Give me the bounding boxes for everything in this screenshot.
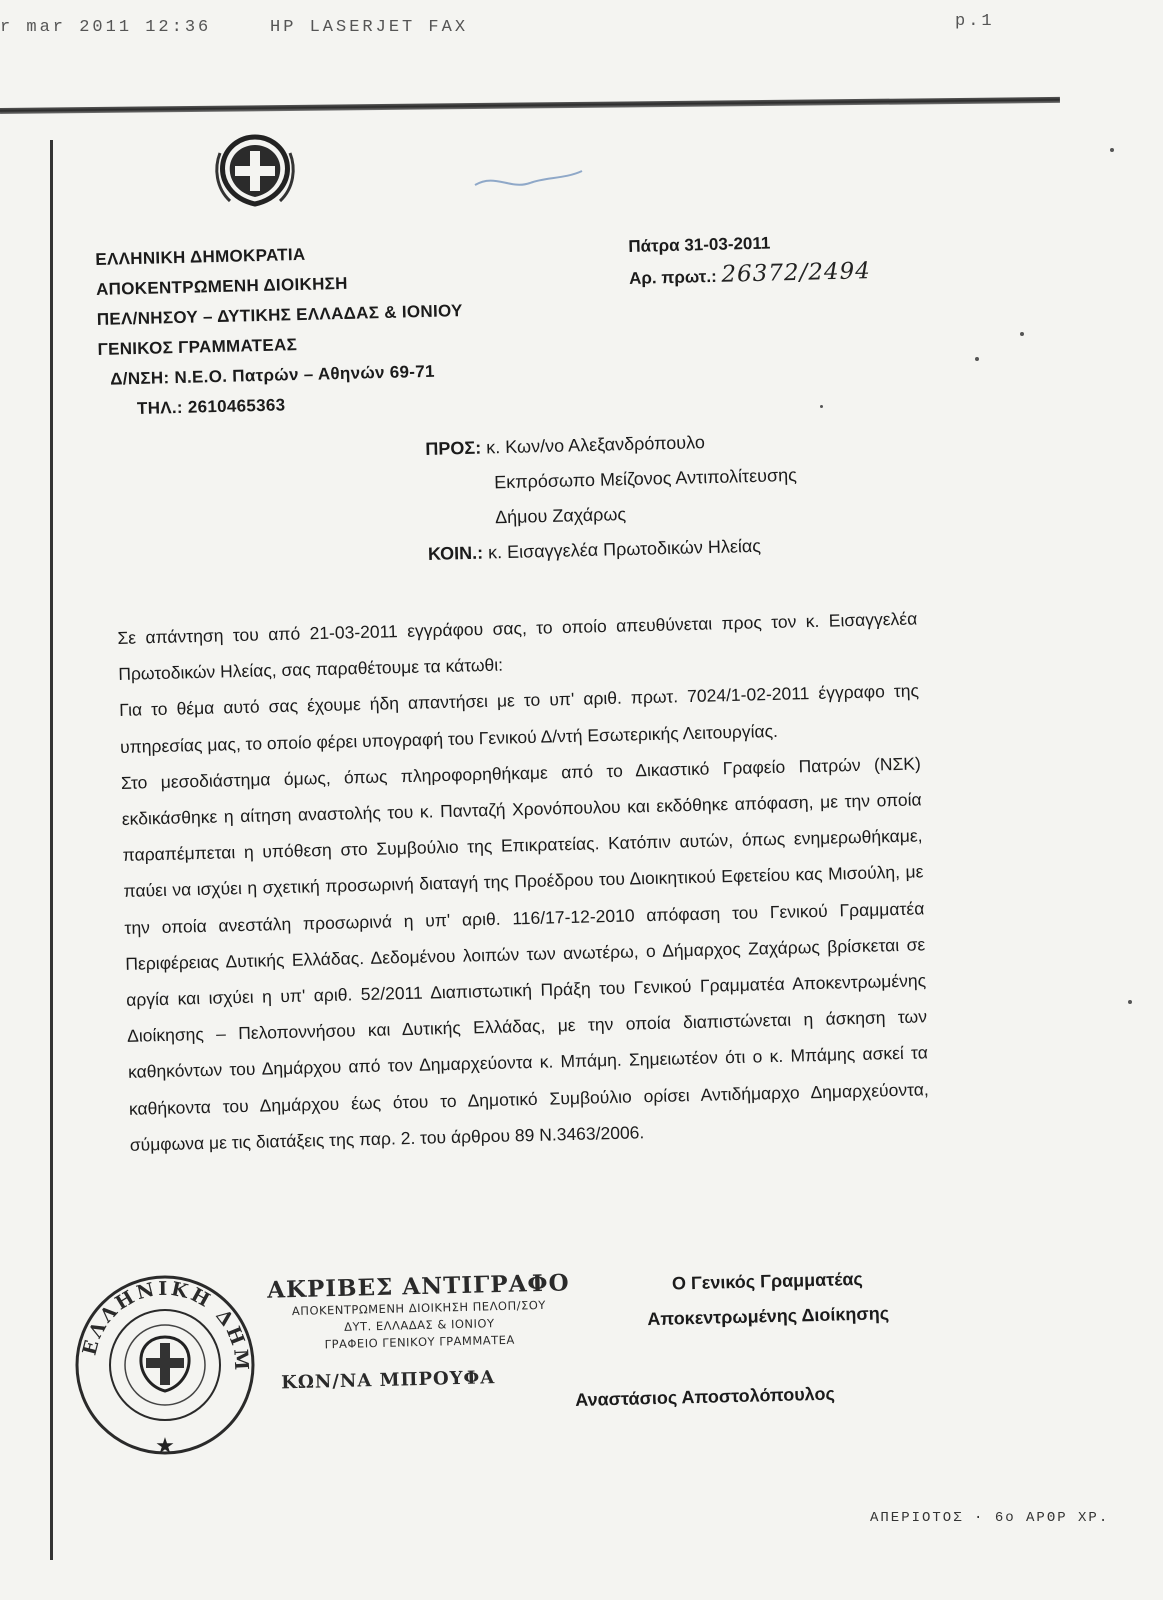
fax-page-number: p.1 (955, 12, 995, 31)
greek-state-emblem (210, 133, 300, 213)
protocol-label: Αρ. πρωτ.: (628, 266, 717, 288)
fax-header (0, 10, 1163, 40)
signatory-title: Ο Γενικός Γραμματέας (671, 1268, 864, 1294)
signatory-office: Αποκεντρωμένης Διοίκησης (647, 1303, 890, 1330)
protocol-number: 26372/2494 (721, 258, 872, 288)
body-paragraph: Στο μεσοδιάστημα όμως, όπως πληροφορηθήκαμε από το Δικαστικό Γραφείο Πατρών (ΝΣΚ) εκδικάσθηκε η αίτηση αναστολής του κ. Πανταζή Χρονόπουλου και εκδόθηκε απόφαση, με την οποία παραπέμπεται η υπόθεση στο Συμβούλιο της Επικρατείας. Κατόπιν αυτών, όπως ενημερωθήκαμε, παύει να ισχύει η σχετική προσωρινή διαταγή της Προέδρου του Διοικητικού Εφετείου κας Μισούλη, με την οποία ανεστάλη προσωρινά η υπ' αριθ. 116/17-12-2010 απόφαση του Γενικού Γραμματέα Περιφέρειας Δυτικής Ελλάδας. Δεδομένου λοιπών των ανωτέρω, ο Δήμαρχος Ζαχάρως βρίσκεται σε αργία και ισχύει η υπ' αριθ. 52/2011 Διαπιστωτική Πράξη του Γενικού Γραμματέα Αποκεντρωμένης Διοίκησης – Πελοποννήσου και Δυτικής Ελλάδας, με την οποία διαπιστώνεται η άσκηση των καθηκόντων του Δημάρχου από τον Δημαρχεύοντα κ. Μπάμη. Σημειωτέον ότι ο κ. Μπάμης ασκεί τα καθήκοντα του Δημάρχου έως ότου το Δημοτικό Συμβούλιο ορίσει Αντιδήμαρχο Δημαρχεύοντα, σύμφωνα με τις διατάξεις της παρ. 2. του άρθρου 89 Ν.3463/2006. (120, 753, 929, 1155)
recipient-role: Εκπρόσωπο Μείζονος Αντιπολίτευσης (494, 464, 798, 493)
signatory-name: Αναστάσιος Αποστολόπουλος (575, 1383, 836, 1410)
date-protocol-block (628, 226, 871, 294)
sender-block (95, 236, 465, 425)
copy-stamp-title: ΑΚΡΙΒΕΣ ΑΝΤΙΓΡΑΦΟ (266, 1269, 570, 1304)
seal-icon (70, 1265, 260, 1465)
sender-line: ΑΠΟΚΕΝΤΡΩΜΕΝΗ ΔΙΟΙΚΗΣΗ (95, 273, 348, 299)
emblem-icon (210, 133, 300, 208)
body-paragraph: Για το θέμα αυτό σας έχουμε ήδη απαντήσει με το υπ' αριθ. πρωτ. 7024/1-02-2011 έγγραφο της υπηρεσίας μας, το οποίο φέρει υπογραφή του Γενικού Δ/ντή Εσωτερικής Λειτουργίας. (118, 680, 920, 757)
scan-speck (1110, 148, 1114, 152)
signatory-block (612, 1260, 924, 1338)
cc-label: ΚΟΙΝ.: (427, 542, 484, 564)
certified-copy-stamp (261, 1269, 579, 1394)
official-seal (70, 1265, 260, 1470)
scan-speck (1128, 1000, 1132, 1004)
sender-phone: ΤΗΛ.: 2610465363 (136, 395, 286, 419)
scan-left-border (50, 140, 53, 1560)
footer-note: ΑΠΕΡΙΟΤΟΣ · 6ο ΑΡΘΡ ΧΡ. (870, 1510, 1110, 1526)
recipient-name: κ. Κων/νο Αλεξανδρόπουλο (485, 432, 706, 458)
copy-stamp-line: ΔΥΤ. ΕΛΛΑΔΑΣ & ΙΟΝΙΟΥ (343, 1316, 495, 1334)
letter-body (117, 600, 930, 1162)
copy-stamp-signer: ΚΩΝ/ΝΑ ΜΠΡΟΥΦΑ (280, 1367, 496, 1394)
copy-stamp-line: ΑΠΟΚΕΝΤΡΩΜΕΝΗ ΔΙΟΙΚΗΣΗ ΠΕΛΟΠ/ΣΟΥ (291, 1297, 547, 1319)
scan-speck (975, 357, 979, 361)
sender-line: ΕΛΛΗΝΙΚΗ ΔΗΜΟΚΡΑΤΙΑ (95, 244, 306, 269)
copy-stamp-line: ΓΡΑΦΕΙΟ ΓΕΝΙΚΟΥ ΓΡΑΜΜΑΤΕΑ (324, 1332, 515, 1352)
place-date: Πάτρα 31-03-2011 (628, 233, 771, 256)
scan-speck (820, 405, 823, 408)
cc-recipient: κ. Εισαγγελέα Πρωτοδικών Ηλείας (487, 535, 762, 563)
pen-scribble (470, 165, 590, 195)
sender-line: ΓΕΝΙΚΟΣ ΓΡΑΜΜΑΤΕΑΣ (97, 335, 298, 359)
sender-address: Δ/ΝΣΗ: Ν.Ε.Ο. Πατρών – Αθηνών 69-71 (110, 361, 435, 389)
to-label: ΠΡΟΣ: (425, 437, 482, 459)
recipient-block (425, 423, 799, 572)
fax-device-name: HP LASERJET FAX (270, 18, 469, 37)
body-paragraph: Σε απάντηση του από 21-03-2011 εγγράφου σας, το οποίο απευθύνεται προς τον κ. Εισαγγελέα Πρωτοδικών Ηλείας, σας παραθέτουμε τα κάτωθι: (117, 608, 918, 685)
seal-outer-text: ΕΛΛΗΝΙΚΗ ΔΗΜ (78, 1277, 253, 1374)
scan-top-rule (0, 97, 1060, 114)
sender-line: ΠΕΛ/ΝΗΣΟΥ – ΔΥΤΙΚΗΣ ΕΛΛΑΔΑΣ & ΙΟΝΙΟΥ (96, 301, 463, 329)
fax-timestamp: r mar 2011 12:36 (0, 18, 212, 37)
scan-speck (1020, 332, 1024, 336)
recipient-municipality: Δήμου Ζαχάρως (494, 504, 627, 528)
svg-text:★: ★ (155, 1433, 175, 1458)
